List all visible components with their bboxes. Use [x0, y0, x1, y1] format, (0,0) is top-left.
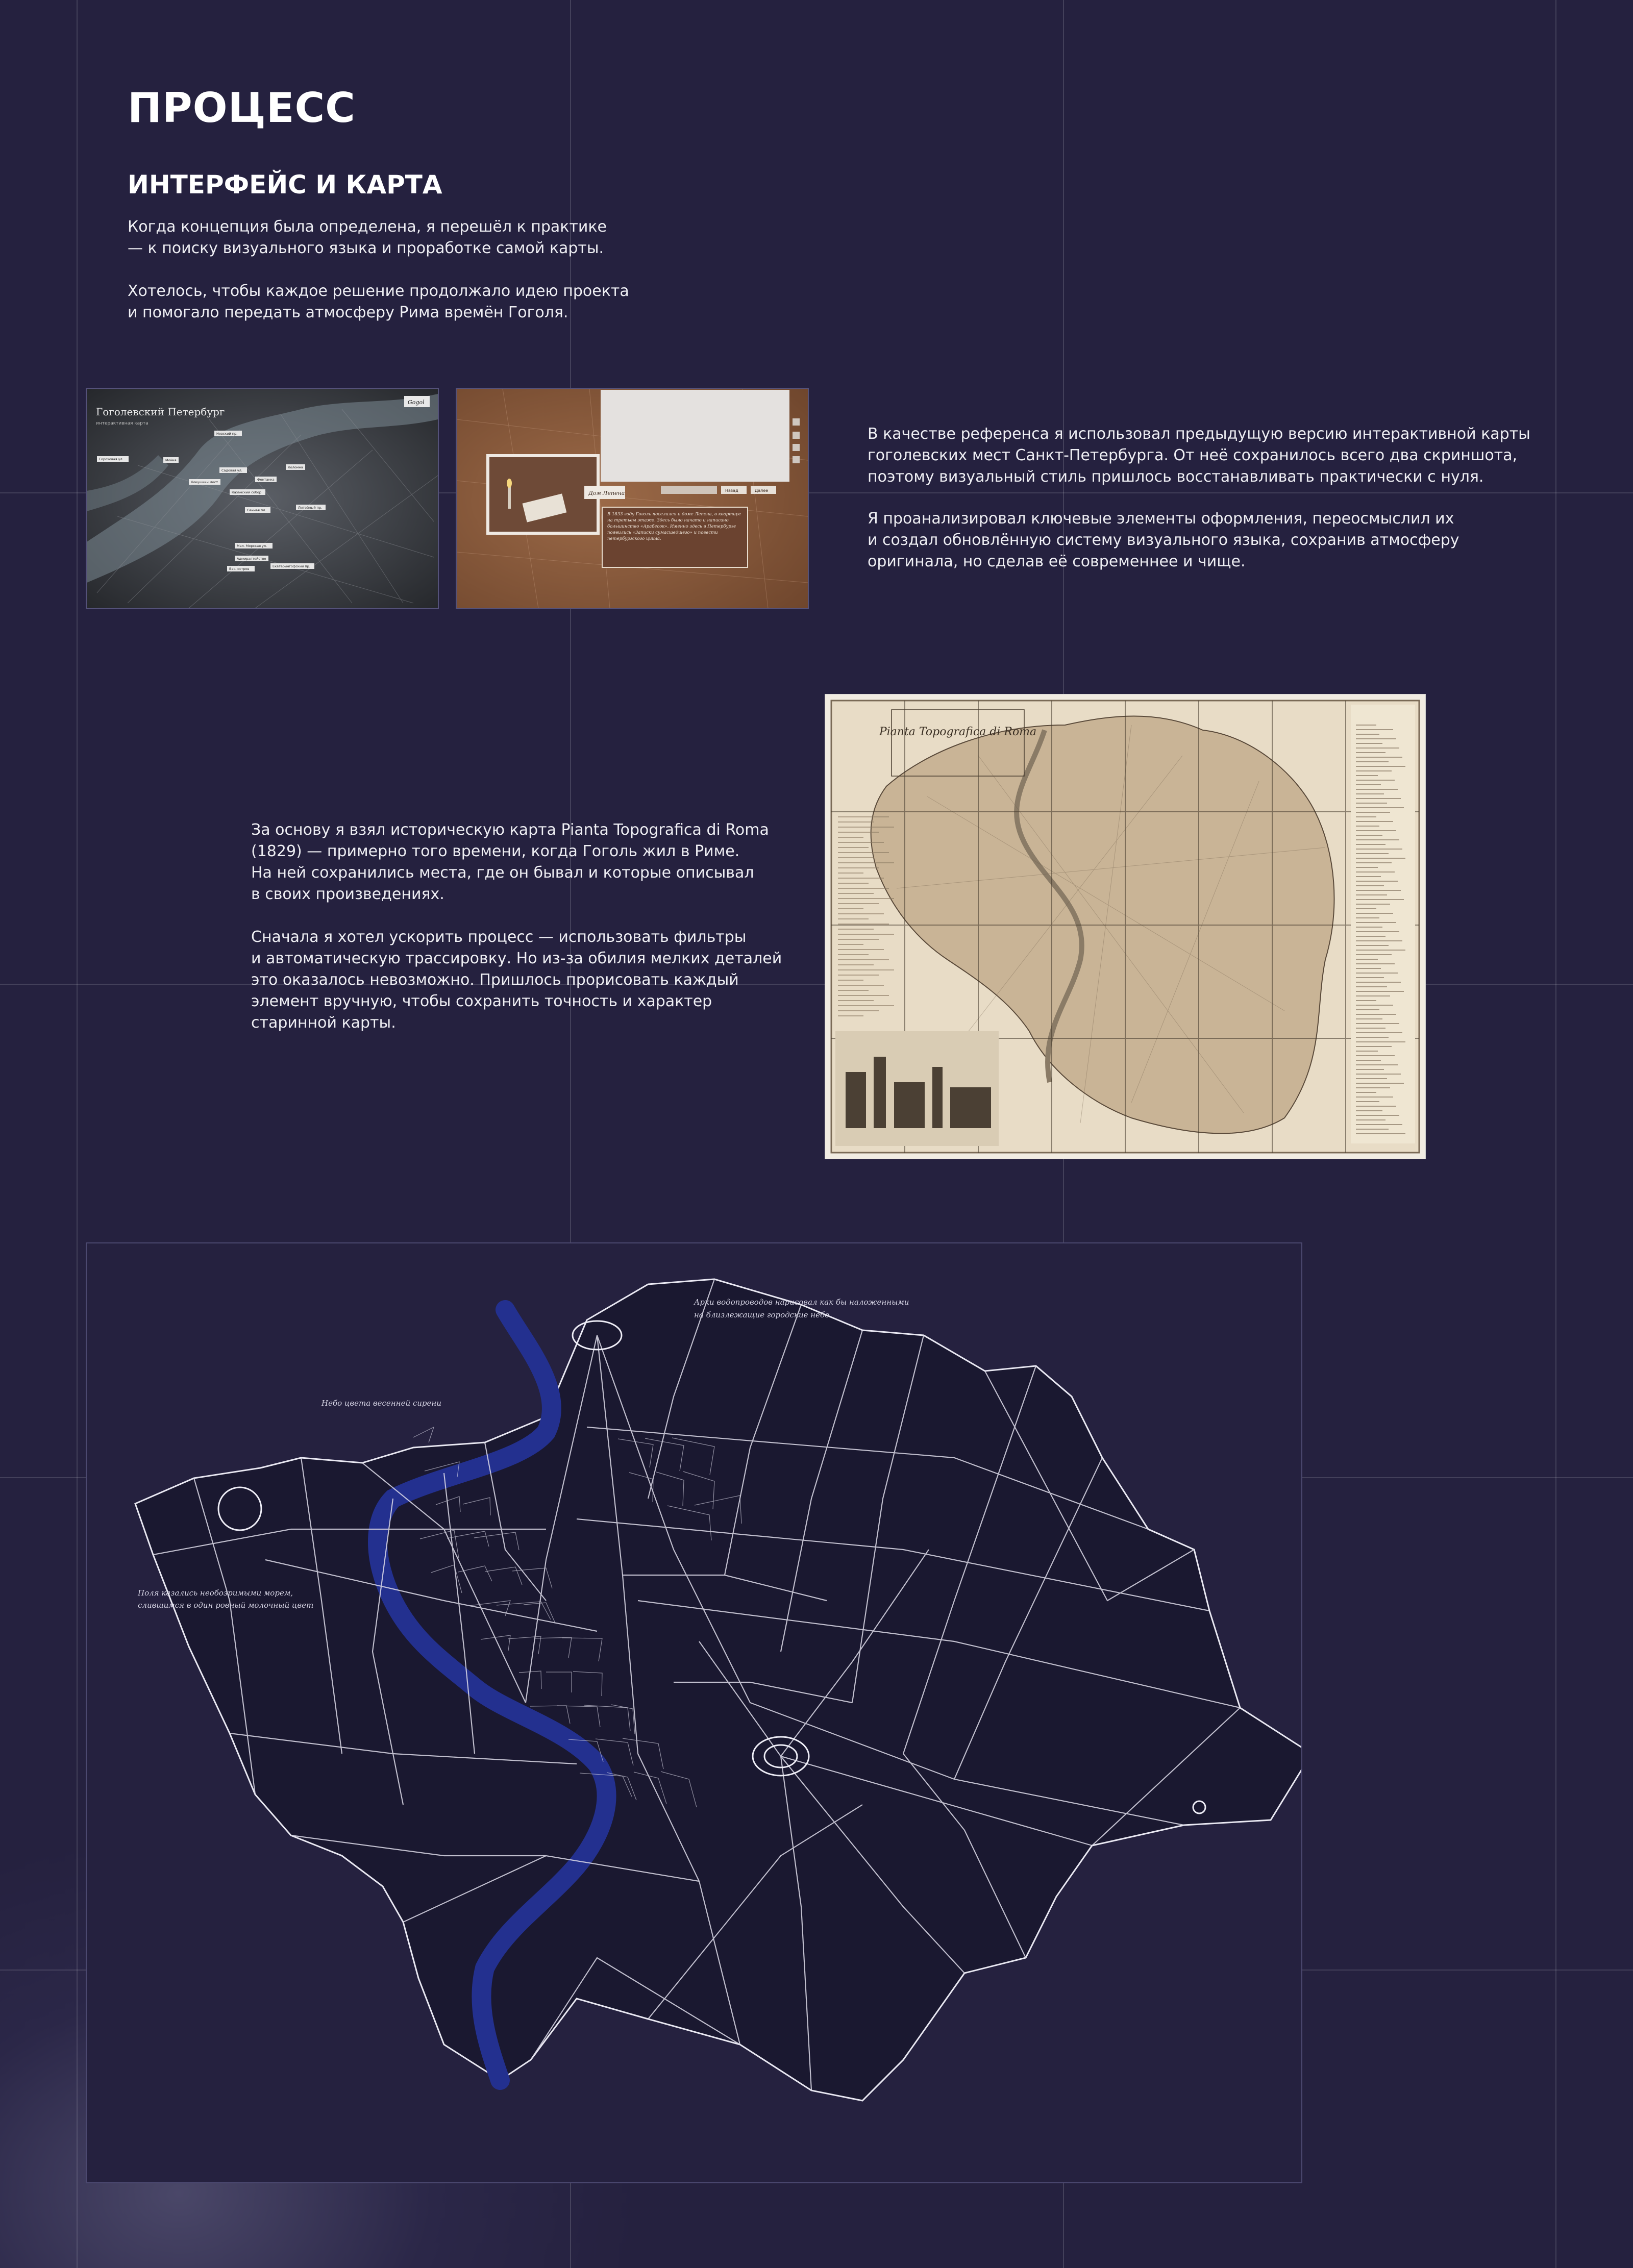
map-label: Мойка	[165, 458, 177, 462]
page-title: ПРОЦЕСС	[128, 84, 356, 132]
historic-map-image	[825, 694, 1426, 1159]
map-label: Адмиралтейство	[237, 557, 266, 561]
svg-text:слившимся в один ровный молочн: слившимся в один ровный молочный цвет	[138, 1601, 314, 1610]
map-label: Коломна	[288, 465, 303, 469]
reference-paragraph-2: Я проанализировал ключевые элементы оформления, переосмыслил их и создал обновлённую систему визуального языка, сохранив атмосферу оригинала, но сделав её современнее и чище.	[868, 510, 1459, 570]
map-label: Казанский собор	[232, 490, 261, 494]
traced-rome-map	[87, 1243, 1301, 2182]
historic-paragraph-1: За основу я взял историческую карта Pianta Topografica di Roma (1829) — примерно того времени, когда Гоголь жил в Риме. На ней сохранились места, где он бывал и которые описывал в своих произведениях.	[251, 821, 769, 903]
place-tag: Дом Лепена	[588, 490, 625, 496]
annotation-aqueducts: Арки водопроводов нарисовал как бы наложенными	[694, 1298, 909, 1307]
map-label: Фонтанка	[257, 478, 275, 482]
annotation-fields: Поля казались необозримыми морем,	[138, 1588, 293, 1598]
svg-text:Далее: Далее	[755, 488, 769, 493]
svg-text:Назад: Назад	[725, 488, 738, 493]
reference-screenshot-dark	[86, 388, 439, 609]
screenshot-title: Гоголевский Петербург	[96, 406, 225, 418]
screenshot-subtitle: интерактивная карта	[96, 421, 149, 426]
reference-paragraph-1: В качестве референса я использовал предыдущую версию интерактивной карты гоголевских мест Санкт-Петербурга. От неё сохранилось всего два скриншота, поэтому визуальный стиль пришлось восстанавливать практически с нуля.	[868, 425, 1530, 486]
svg-text:на близлежащие городские небо: на близлежащие городские небо	[694, 1310, 830, 1319]
section-title: ИНТЕРФЕЙС И КАРТА	[128, 170, 442, 200]
map-label: Мал. Морская ул.	[237, 544, 267, 548]
reference-screenshot-sepia	[456, 388, 809, 609]
image-placeholder	[601, 390, 789, 482]
city-outline	[135, 1279, 1301, 2101]
annotation-sky: Небо цвета весенней сирени	[321, 1399, 441, 1408]
map-label: Садовая ул.	[221, 468, 242, 472]
map-label: Екатерингофский пр.	[273, 564, 310, 568]
intro-paragraph-2: Хотелось, чтобы каждое решение продолжало идею проекта и помогало передать атмосферу Рима времён Гоголя.	[128, 282, 629, 321]
map-label: Литейный пр.	[298, 506, 323, 510]
map-label: Кокушкин мост	[191, 480, 218, 484]
note-text: В 1833 году Гоголь поселился в доме Лепена, в квартире на третьем этаже. Здесь было начато и написано большинство «Арабесок». Именно здесь в Петербурге появились «Записки сумасшедшего» и повести петербургского цикла.	[607, 512, 741, 541]
historic-map-title: Pianta Topografica di Roma	[879, 726, 1037, 738]
grid-line	[77, 0, 78, 2268]
map-label: Гороховая ул.	[99, 457, 123, 461]
map-label: Невский пр.	[216, 432, 238, 436]
historic-map-graphic	[825, 694, 1425, 1159]
historic-paragraph-2: Сначала я хотел ускорить процесс — использовать фильтры и автоматическую трассировку. Но из-за обилия мелких деталей это оказалось невозможно. Пришлось прорисовать каждый элемент вручную, чтобы сохранить точность и характер старинной карты.	[251, 928, 782, 1032]
sepia-interface-graphic	[457, 389, 808, 608]
logo: Gogol	[408, 399, 425, 406]
intro-paragraph-1: Когда концепция была определена, я перешёл к практике — к поиску визуального языка и проработке самой карты.	[128, 218, 607, 257]
grid-line	[1555, 0, 1556, 2268]
street	[413, 1427, 434, 1442]
petersburg-map-graphic	[87, 389, 438, 608]
traced-map-panel	[86, 1242, 1302, 2183]
map-label: Сенная пл.	[247, 508, 266, 512]
map-label: Вас. остров	[229, 567, 250, 571]
